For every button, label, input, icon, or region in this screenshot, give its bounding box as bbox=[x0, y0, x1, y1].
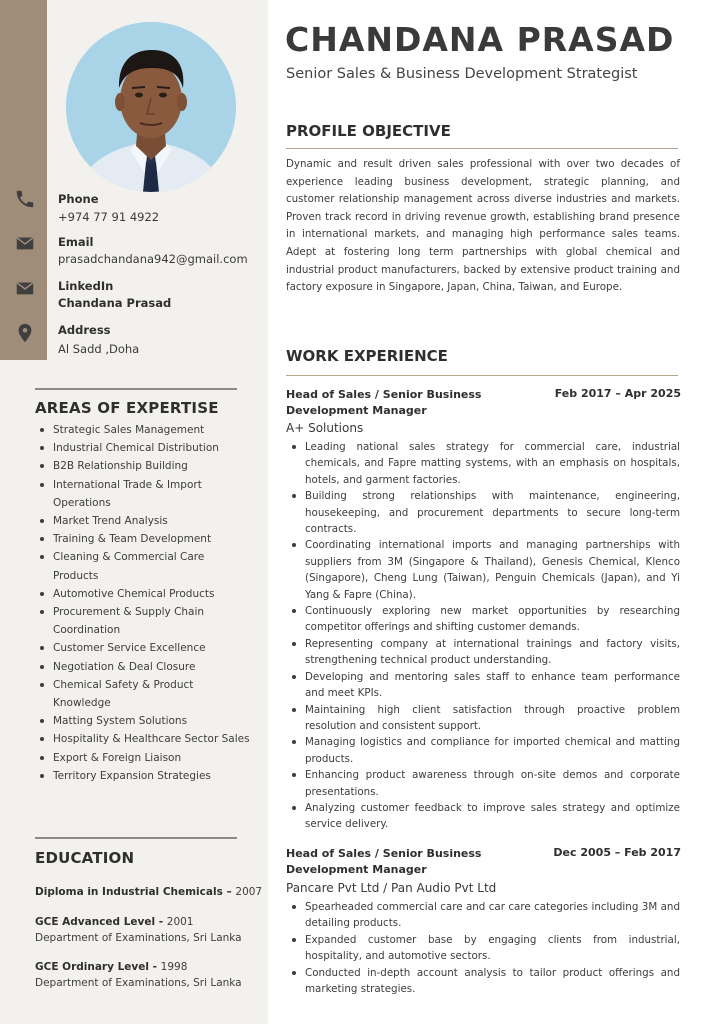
list-item: Market Trend Analysis bbox=[35, 512, 250, 530]
list-item: Procurement & Supply Chain Coordination bbox=[35, 603, 250, 639]
list-item: Hospitality & Healthcare Sector Sales bbox=[35, 730, 250, 748]
objective-text: Dynamic and result driven sales professional with over two decades of experience leading business development, strategic planning, and customer relationship management across diverse industries and markets. Proven track record in driving revenue growth, establishing brand presence in international markets, and managing high performance sales teams. Adept at fostering long term partnerships with global chemical and industrial product manufacturers, backed by extensive product training and factory exposure in Singapore, Japan, China, Taiwan, and Europe. bbox=[286, 158, 680, 294]
job-dates: Feb 2017 – Apr 2025 bbox=[554, 387, 681, 400]
education-institution: Department of Examinations, Sri Lanka bbox=[35, 977, 242, 989]
list-item: Expanded customer base by engaging clients from industrial, hospitality, and automotive sectors. bbox=[286, 932, 680, 965]
job-bullets bbox=[286, 899, 680, 997]
company-name: Pancare Pvt Ltd / Pan Audio Pvt Ltd bbox=[286, 881, 497, 895]
address-label: Address bbox=[58, 323, 111, 337]
contact-accent-strip bbox=[0, 0, 47, 360]
job-title: Head of Sales / Senior Business Development Manager bbox=[286, 847, 482, 876]
phone-icon bbox=[14, 188, 36, 210]
location-pin-icon bbox=[14, 322, 36, 344]
email-label: Email bbox=[58, 235, 94, 249]
phone-value[interactable]: +974 77 91 4922 bbox=[58, 210, 160, 224]
education-year: 1998 bbox=[160, 961, 188, 973]
education-title: GCE Ordinary Level - bbox=[35, 961, 161, 973]
job-bullets bbox=[286, 439, 680, 833]
list-item: Developing and mentoring sales staff to enhance team performance and meet KPIs. bbox=[286, 669, 680, 702]
divider bbox=[35, 837, 237, 839]
list-item: Managing logistics and compliance for imported chemical and matting products. bbox=[286, 734, 680, 767]
list-item: International Trade & Import Operations bbox=[35, 476, 250, 512]
list-item: Strategic Sales Management bbox=[35, 421, 250, 439]
list-item: Analyzing customer feedback to improve sales strategy and optimize service delivery. bbox=[286, 800, 680, 833]
education-year: 2001 bbox=[166, 916, 194, 928]
profile-photo bbox=[66, 22, 236, 192]
objective-heading: PROFILE OBJECTIVE bbox=[286, 122, 451, 140]
list-item: Building strong relationships with maintenance, engineering, housekeeping, and procurement departments to secure long-term contracts. bbox=[286, 488, 680, 537]
candidate-title: Senior Sales & Business Development Strategist bbox=[286, 66, 638, 82]
education-year: 2007 bbox=[235, 886, 263, 898]
address-value: Al Sadd ,Doha bbox=[58, 342, 140, 356]
list-item: Cleaning & Commercial Care Products bbox=[35, 548, 250, 584]
phone-label: Phone bbox=[58, 192, 99, 206]
education-title: GCE Advanced Level - bbox=[35, 916, 167, 928]
list-item: Export & Foreign Liaison bbox=[35, 749, 250, 767]
list-item: Spearheaded commercial care and car care categories including 3M and detailing products. bbox=[286, 899, 680, 932]
education-item bbox=[35, 914, 265, 946]
job-title: Head of Sales / Senior Business Development Manager bbox=[286, 388, 482, 417]
list-item: Territory Expansion Strategies bbox=[35, 767, 250, 785]
divider bbox=[35, 388, 237, 390]
education-institution: Department of Examinations, Sri Lanka bbox=[35, 932, 242, 944]
list-item: Continuously exploring new market opportunities by researching competitor offerings and shifting customer demands. bbox=[286, 603, 680, 636]
education-item bbox=[35, 884, 265, 900]
list-item: Automotive Chemical Products bbox=[35, 585, 250, 603]
job-dates: Dec 2005 – Feb 2017 bbox=[553, 846, 681, 859]
email-value[interactable]: prasadchandana942@gmail.com bbox=[58, 252, 248, 266]
envelope-icon bbox=[14, 232, 36, 254]
list-item: Chemical Safety & Product Knowledge bbox=[35, 676, 250, 712]
education-item bbox=[35, 959, 265, 991]
envelope-icon bbox=[14, 277, 36, 299]
list-item: Customer Service Excellence bbox=[35, 639, 250, 657]
divider bbox=[286, 375, 678, 376]
list-item: Conducted in-depth account analysis to tailor product offerings and marketing strategies. bbox=[286, 965, 680, 998]
experience-heading: WORK EXPERIENCE bbox=[286, 347, 448, 365]
list-item: B2B Relationship Building bbox=[35, 457, 250, 475]
linkedin-value[interactable]: Chandana Prasad bbox=[58, 296, 172, 310]
list-item: Negotiation & Deal Closure bbox=[35, 658, 250, 676]
list-item: Industrial Chemical Distribution bbox=[35, 439, 250, 457]
list-item: Representing company at international trainings and factory visits, strengthening technical product understanding. bbox=[286, 636, 680, 669]
list-item: Enhancing product awareness through on-site demos and corporate presentations. bbox=[286, 767, 680, 800]
list-item: Coordinating international imports and managing partnerships with suppliers from 3M (Singapore & Thailand), Genesis Chemical, Klenco (Singapore), Cheng Lung (Taiwan), Penguin Chemicals (Japan), and Yi Yang & Fapre (China). bbox=[286, 537, 680, 603]
company-name: A+ Solutions bbox=[286, 421, 364, 435]
expertise-heading: AREAS OF EXPERTISE bbox=[35, 399, 219, 417]
list-item: Leading national sales strategy for commercial care, industrial chemicals, and Fapre matting systems, with an emphasis on hospitals, hotels, and garment factories. bbox=[286, 439, 680, 488]
candidate-name: CHANDANA PRASAD bbox=[285, 20, 675, 59]
divider bbox=[286, 148, 678, 149]
education-heading: EDUCATION bbox=[35, 849, 135, 867]
list-item: Matting System Solutions bbox=[35, 712, 250, 730]
expertise-list bbox=[35, 421, 250, 785]
list-item: Training & Team Development bbox=[35, 530, 250, 548]
linkedin-label: LinkedIn bbox=[58, 279, 114, 293]
list-item: Maintaining high client satisfaction through proactive problem resolution and consistent support. bbox=[286, 702, 680, 735]
education-title: Diploma in Industrial Chemicals – bbox=[35, 886, 236, 898]
